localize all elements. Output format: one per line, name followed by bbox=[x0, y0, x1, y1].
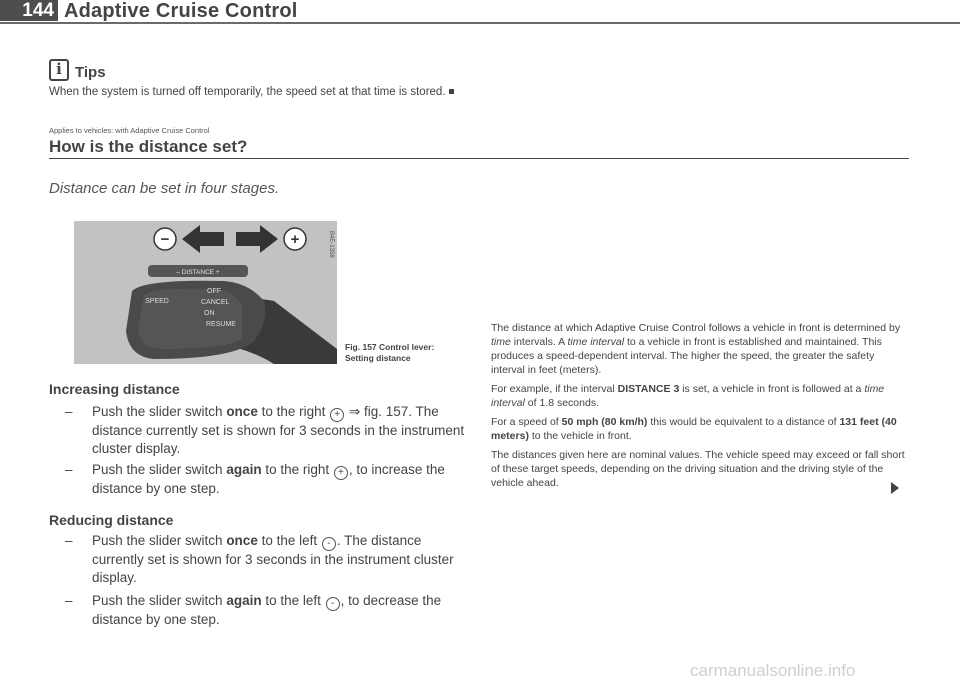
increase-step-1: – Push the slider switch once to the right + ⇒ fig. 157. The distance currently set is shown for 3 seconds in the instrument cluster display. bbox=[65, 404, 465, 456]
control-lever-illustration bbox=[74, 221, 337, 364]
paragraph-nominal: The distances given here are nominal values. The vehicle speed may exceed or fall short of these target speeds, depending on the driving situation and the driving style of the vehicle ahead. bbox=[491, 449, 905, 489]
figure-code: B4E-1358 bbox=[328, 231, 334, 258]
minus-symbol: − bbox=[160, 231, 170, 248]
paragraph-example: For example, if the interval DISTANCE 3 is set, a vehicle in front is followed at a time interval of 1.8 seconds. bbox=[491, 383, 885, 409]
watermark: carmanualsonline.info bbox=[690, 661, 856, 680]
minus-circle-icon: - bbox=[322, 537, 336, 551]
section-rule bbox=[49, 158, 909, 159]
right-column-text bbox=[491, 321, 911, 495]
speed-label: SPEED bbox=[145, 298, 169, 305]
plus-circle-icon: + bbox=[330, 408, 344, 422]
section-intro: Distance can be set in four stages. bbox=[49, 180, 280, 197]
page-header-title: Adaptive Cruise Control bbox=[64, 0, 298, 22]
tips-title: Tips bbox=[75, 64, 106, 81]
reducing-distance-heading: Reducing distance bbox=[49, 512, 174, 528]
page-number: 144 bbox=[0, 0, 58, 21]
minus-circle-icon: - bbox=[326, 597, 340, 611]
distance-slider-label: – DISTANCE + bbox=[176, 269, 220, 276]
figure-caption-title: Fig. 157 Control lever: bbox=[345, 342, 435, 352]
increase-step-2: – Push the slider switch again to the right + , to increase the distance by one step. bbox=[65, 462, 445, 496]
plus-circle-icon: + bbox=[334, 466, 348, 480]
tips-text: When the system is turned off temporarily, the speed set at that time is stored. bbox=[49, 84, 459, 100]
lever-label-on: ON bbox=[204, 310, 215, 317]
lever-label-resume: RESUME bbox=[206, 321, 236, 328]
section-title: How is the distance set? bbox=[49, 137, 248, 156]
paragraph-speed: For a speed of 50 mph (80 km/h) this would be equivalent to a distance of 131 feet (40 meters) to the vehicle in front. bbox=[491, 416, 897, 442]
lever-label-cancel: CANCEL bbox=[201, 299, 230, 306]
figure-caption-subtitle: Setting distance bbox=[345, 353, 411, 363]
continue-arrow-icon bbox=[891, 482, 899, 494]
end-marker-icon bbox=[449, 89, 454, 94]
applies-to-note: Applies to vehicles: with Adaptive Cruise Control bbox=[49, 126, 210, 135]
control-lever-figure bbox=[74, 221, 337, 364]
increasing-distance-heading: Increasing distance bbox=[49, 381, 180, 397]
lever-label-off: OFF bbox=[207, 288, 221, 295]
info-icon bbox=[49, 59, 69, 81]
reduce-step-1: – Push the slider switch once to the left - . The distance currently set is shown for 3 seconds in the instrument cluster display. bbox=[65, 533, 454, 585]
paragraph-time-interval: The distance at which Adaptive Cruise Control follows a vehicle in front is determined by time intervals. A time interval to a vehicle in front is established and maintained. This produces a speed-dependent interval. The higher the speed, the greater the safety interval in feet (meters). bbox=[491, 322, 901, 376]
figure-caption bbox=[345, 342, 465, 364]
reduce-step-2: – Push the slider switch again to the left - , to decrease the distance by one step. bbox=[65, 593, 442, 627]
header-rule bbox=[0, 22, 960, 24]
plus-symbol: + bbox=[290, 231, 300, 248]
